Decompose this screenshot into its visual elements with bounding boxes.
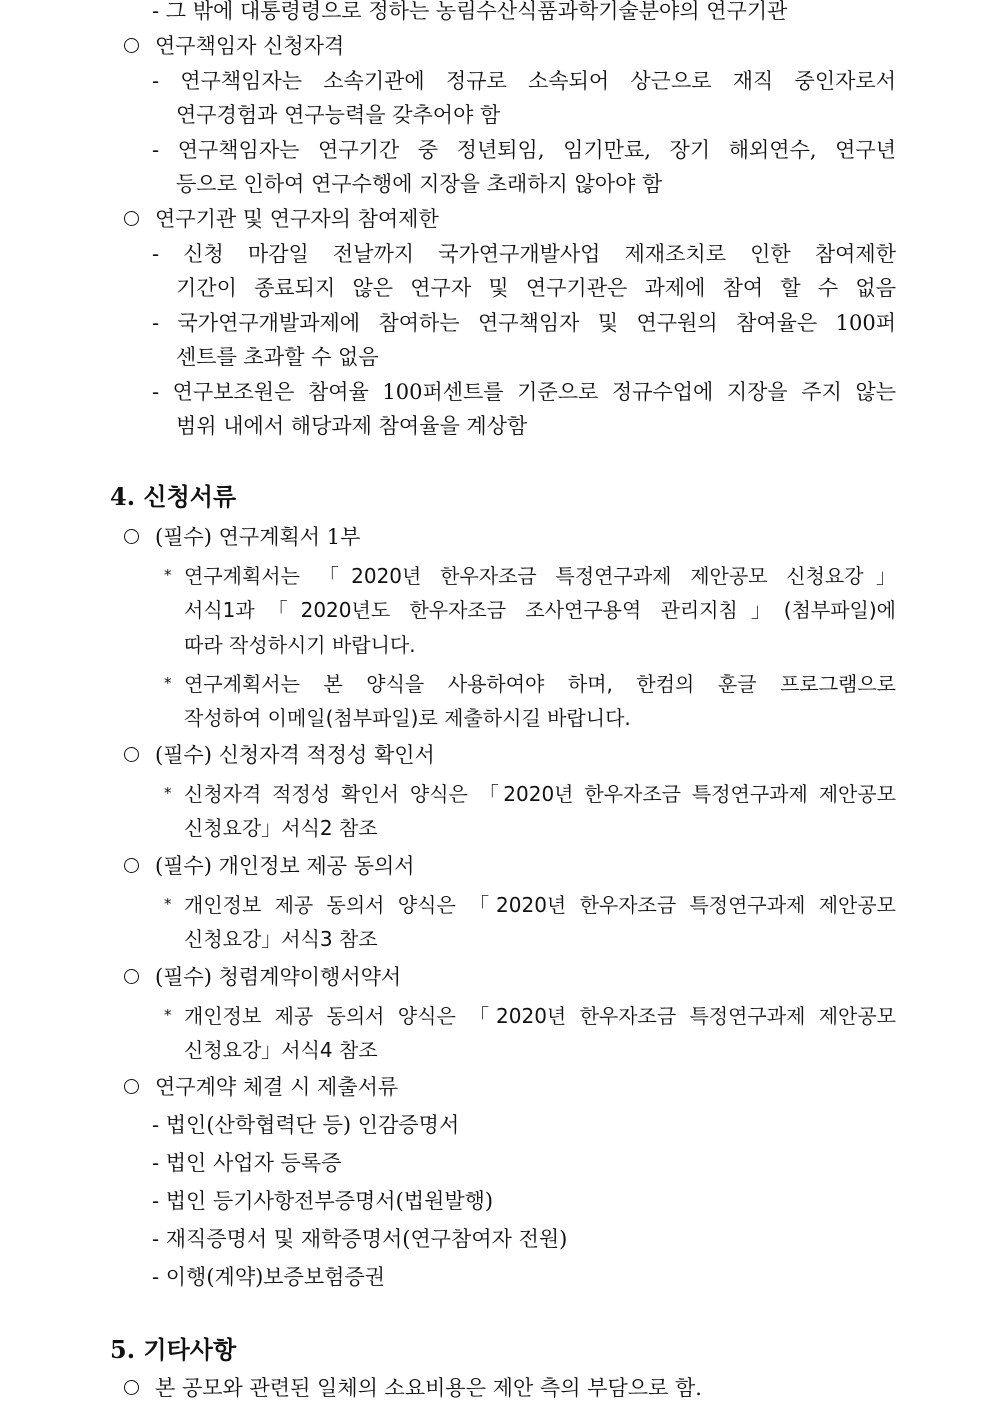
section-5-title: 5. 기타사항 [110,1335,237,1364]
list-item-continued: 범위 내에서 해당과제 참여율을 계상함 [176,414,528,438]
list-item-continued: 센트를 초과할 수 없음 [176,345,379,369]
bullet-heading [124,523,360,551]
asterisk-icon: * [164,566,172,584]
circle-bullet-icon [124,529,139,544]
note-item [164,1002,896,1032]
note-item-continued: 신청요강」서식4 참조 [184,1038,378,1062]
bullet-heading [124,852,415,880]
heading-text: (필수) 청렴계약이행서약서 [155,965,402,989]
heading-text: 연구책임자 신청자격 [155,34,345,58]
circle-bullet-icon [124,747,139,762]
circle-bullet-icon [124,1079,139,1094]
note-text: 연구계획서는 「2020년 한우자조금 특정연구과제 제안공모 신청요강」 [184,564,896,588]
note-item [164,891,896,921]
list-item: - 이행(계약)보증보험증권 [152,1265,386,1289]
note-item-continued: 따라 작성하시기 바랍니다. [184,633,416,657]
list-item: - 법인 사업자 등록증 [152,1151,342,1175]
section-4-title: 4. 신청서류 [110,482,237,511]
note-item [164,670,896,700]
bullet-heading [124,205,439,233]
item-text: 본 공모와 관련된 일체의 소요비용은 제안 측의 부담으로 함. [155,1376,702,1400]
note-item [164,780,896,810]
circle-bullet-icon [124,969,139,984]
list-item-continued: 기간이 종료되지 않은 연구자 및 연구기관은 과제에 참여 할 수 없음 [176,276,896,300]
circle-bullet-icon [124,858,139,873]
heading-text: (필수) 개인정보 제공 동의서 [155,854,415,878]
note-text: 개인정보 제공 동의서 양식은 「2020년 한우자조금 특정연구과제 제안공모 [184,893,896,917]
list-item: - 연구책임자는 연구기간 중 정년퇴임, 임기만료, 장기 해외연수, 연구년 [152,138,896,162]
list-item: - 신청 마감일 전날까지 국가연구개발사업 제재조치로 인한 참여제한 [152,242,896,266]
heading-text: 연구기관 및 연구자의 참여제한 [155,207,439,231]
bullet-heading [124,32,344,60]
bullet-heading [124,1073,398,1101]
circle-bullet-icon [124,1380,139,1395]
note-text: 개인정보 제공 동의서 양식은 「2020년 한우자조금 특정연구과제 제안공모 [184,1004,896,1028]
note-text: 연구계획서는 본 양식을 사용하여야 하며, 한컴의 훈글 프로그램으로 [184,672,896,696]
note-item-continued: 신청요강」서식2 참조 [184,816,378,840]
heading-text: (필수) 연구계획서 1부 [155,525,361,549]
note-item-continued: 작성하여 이메일(첨부파일)로 제출하시길 바랍니다. [184,706,631,730]
list-item: - 연구보조원은 참여율 100퍼센트를 기준으로 정규수업에 지장을 주지 않는 [152,380,896,404]
note-item-continued: 서식1과「2020년도 한우자조금 조사연구용역 관리지침」(첨부파일)에 [184,598,896,622]
asterisk-icon: * [164,674,172,692]
heading-text: (필수) 신청자격 적정성 확인서 [155,743,435,767]
note-item-continued: 신청요강」서식3 참조 [184,927,378,951]
list-item-continued: 연구경험과 연구능력을 갖추어야 함 [176,103,501,127]
note-text: 신청자격 적정성 확인서 양식은 「2020년 한우자조금 특정연구과제 제안공모 [184,782,896,806]
note-item [164,562,896,592]
asterisk-icon: * [164,895,172,913]
heading-text: 연구계약 체결 시 제출서류 [155,1075,399,1099]
asterisk-icon: * [164,784,172,802]
list-item: - 국가연구개발과제에 참여하는 연구책임자 및 연구원의 참여율은 100퍼 [152,311,896,335]
list-item: - 재직증명서 및 재학증명서(연구참여자 전원) [152,1227,568,1251]
bullet-heading [124,741,435,769]
list-item: - 법인(산학협력단 등) 인감증명서 [152,1113,460,1137]
bullet-heading [124,963,401,991]
list-item: - 그 밖에 대통령령으로 정하는 농림수산식품과학기술분야의 연구기관 [152,0,788,23]
list-item-continued: 등으로 인하여 연구수행에 지장을 초래하지 않아야 함 [176,172,663,196]
asterisk-icon: * [164,1006,172,1024]
list-item: - 법인 등기사항전부증명서(법원발행) [152,1189,494,1213]
circle-bullet-icon [124,211,139,226]
bullet-item [124,1374,702,1402]
circle-bullet-icon [124,38,139,53]
list-item: - 연구책임자는 소속기관에 정규로 소속되어 상근으로 재직 중인자로서 [152,69,896,93]
